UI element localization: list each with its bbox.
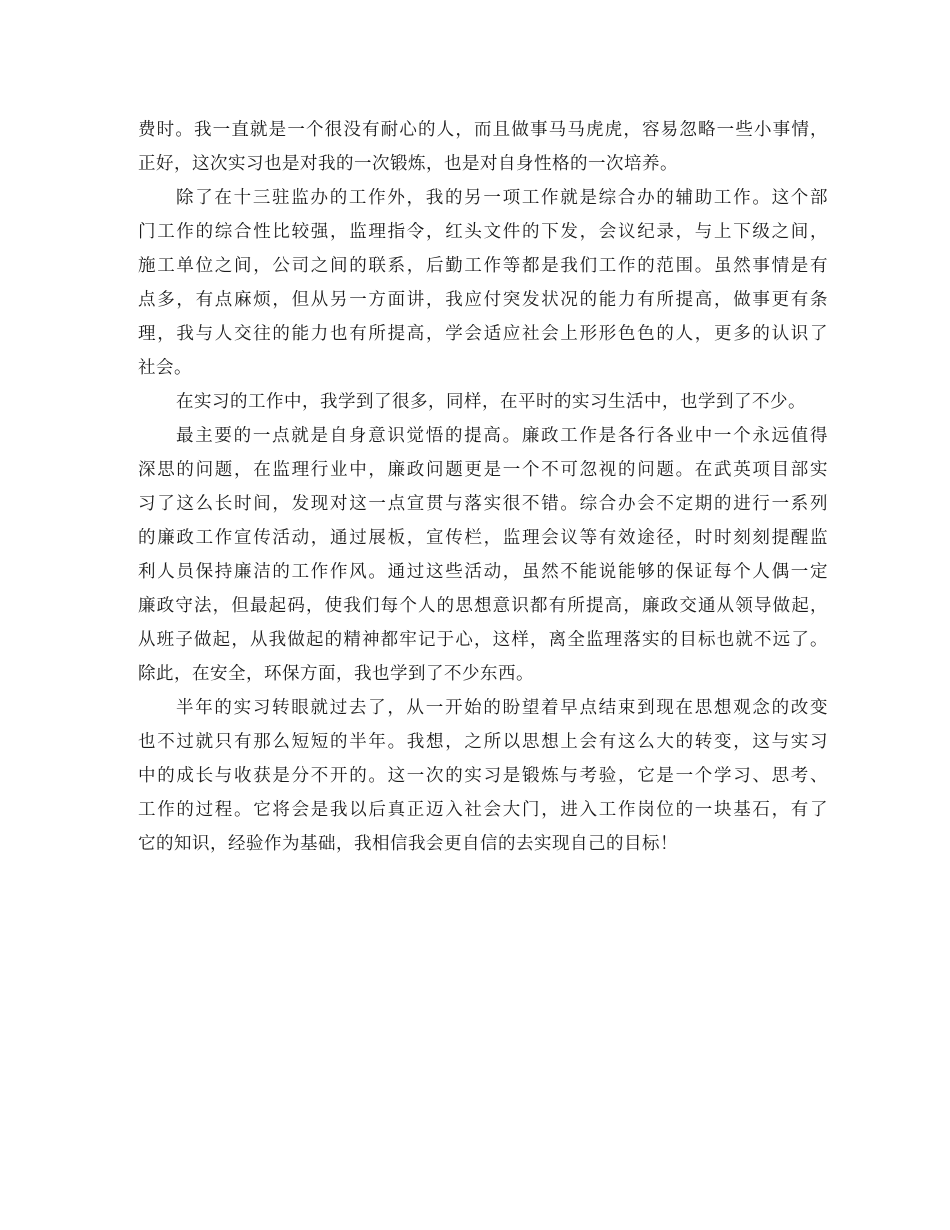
- text-line: 施工单位之间，公司之间的联系，后勤工作等都是我们工作的范围。虽然事情是有: [138, 256, 828, 276]
- text-line: 门工作的综合性比较强，监理指令，红头文件的下发，会议纪录，与上下级之间，: [138, 222, 828, 242]
- text-line: 的廉政工作宣传活动，通过展板，宣传栏，监理会议等有效途径，时时刻刻提醒监: [138, 528, 828, 548]
- text-line: 中的成长与收获是分不开的。这一次的实习是锻炼与考验，它是一个学习、思考、: [138, 766, 828, 786]
- text-line: 利人员保持廉洁的工作作风。通过这些活动，虽然不能说能够的保证每个人偶一定: [138, 562, 828, 582]
- text-line: 正好，这次实习也是对我的一次锻炼，也是对自身性格的一次培养。: [138, 154, 678, 174]
- text-line: 习了这么长时间，发现对这一点宣贯与落实很不错。综合办会不定期的进行一系列: [138, 494, 828, 514]
- text-line: 廉政守法，但最起码，使我们每个人的思想意识都有所提高，廉政交通从领导做起，: [138, 596, 828, 616]
- text-line: 半年的实习转眼就过去了，从一开始的盼望着早点结束到现在思想观念的改变: [176, 698, 828, 718]
- text-line: 在实习的工作中，我学到了很多，同样，在平时的实习生活中，也学到了不少。: [176, 392, 806, 412]
- text-line: 除此，在安全，环保方面，我也学到了不少东西。: [138, 664, 534, 684]
- text-line: 费时。我一直就是一个很没有耐心的人，而且做事马马虎虎，容易忽略一些小事情，: [138, 120, 828, 140]
- text-line: 也不过就只有那么短短的半年。我想，之所以思想上会有这么大的转变，这与实习: [138, 732, 828, 752]
- text-line: 从班子做起，从我做起的精神都牢记于心，这样，离全监理落实的目标也就不远了。: [138, 630, 828, 650]
- text-line: 除了在十三驻监办的工作外，我的另一项工作就是综合办的辅助工作。这个部: [176, 188, 828, 208]
- text-line: 社会。: [138, 358, 192, 378]
- text-line: 点多，有点麻烦，但从另一方面讲，我应付突发状况的能力有所提高，做事更有条: [138, 290, 828, 310]
- document-body: [138, 113, 828, 861]
- text-line: 理，我与人交往的能力也有所提高，学会适应社会上形形色色的人，更多的认识了: [138, 324, 828, 344]
- text-line: 它的知识，经验作为基础，我相信我会更自信的去实现自己的目标！: [138, 834, 678, 854]
- text-line: 最主要的一点就是自身意识觉悟的提高。廉政工作是各行各业中一个永远值得: [176, 426, 828, 446]
- text-line: 工作的过程。它将会是我以后真正迈入社会大门，进入工作岗位的一块基石，有了: [138, 800, 828, 820]
- text-line: 深思的问题，在监理行业中，廉政问题更是一个不可忽视的问题。在武英项目部实: [138, 460, 828, 480]
